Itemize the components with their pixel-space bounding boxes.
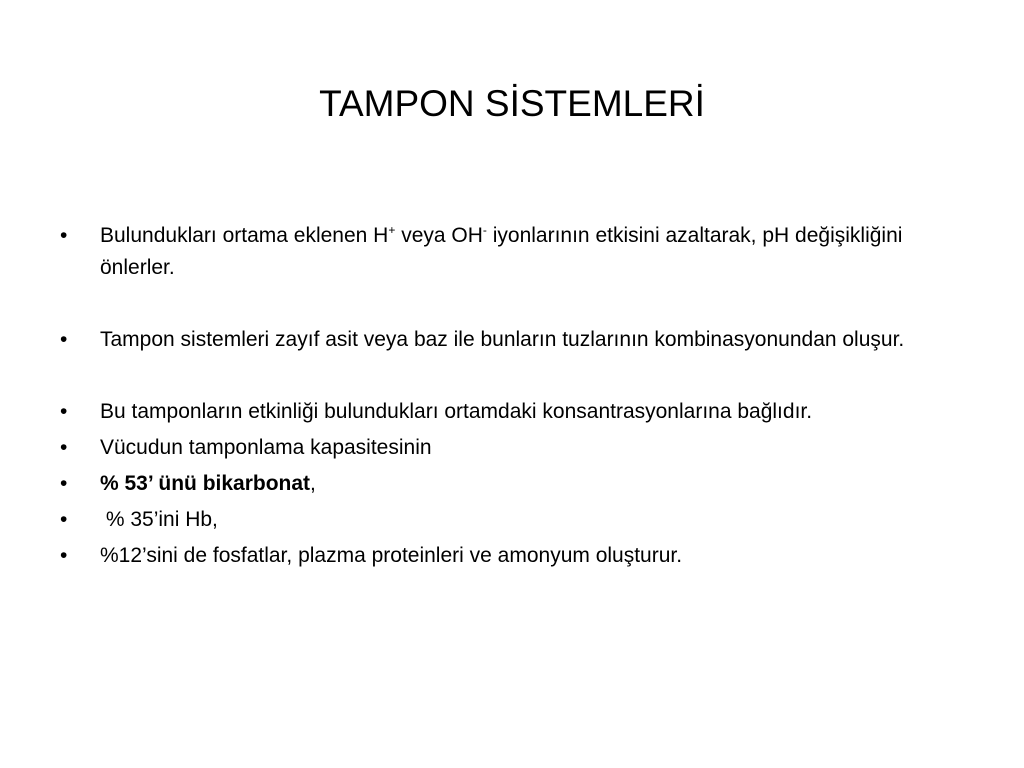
slide-title: TAMPON SİSTEMLERİ bbox=[319, 83, 705, 124]
bold-text: % 53’ ünü bikarbonat bbox=[100, 472, 311, 495]
bullet-text-part: , bbox=[310, 472, 316, 495]
bullet-text-part: iyonlarının etkisini azaltarak, pH değişikliğini önlerler. bbox=[100, 224, 903, 279]
bullet-item bbox=[60, 540, 960, 572]
bullet-list bbox=[60, 220, 960, 572]
bullet-item bbox=[60, 432, 960, 464]
superscript-minus: - bbox=[482, 223, 487, 237]
bullet-dot: • bbox=[60, 400, 68, 423]
bullet-dot: • bbox=[60, 544, 68, 567]
bullet-text: Bu tamponların etkinliği bulundukları ortamdaki konsantrasyonlarına bağlıdır. bbox=[100, 400, 813, 423]
bullet-dot: • bbox=[60, 328, 68, 351]
bullet-item bbox=[60, 220, 960, 284]
bullet-text bbox=[100, 472, 316, 495]
bullet-item bbox=[60, 504, 960, 536]
bullet-dot: • bbox=[60, 472, 68, 495]
bullet-text-part: veya OH bbox=[395, 224, 483, 247]
bullet-dot: • bbox=[60, 508, 68, 531]
bullet-text: % 35’ini Hb, bbox=[100, 508, 218, 531]
bullet-item bbox=[60, 396, 960, 428]
bullet-text: Vücudun tamponlama kapasitesinin bbox=[100, 436, 432, 459]
bullet-item bbox=[60, 468, 960, 500]
bullet-dot: • bbox=[60, 436, 68, 459]
bullet-text: Tampon sistemleri zayıf asit veya baz ile bunların tuzlarının kombinasyonundan oluşur. bbox=[100, 328, 905, 351]
bullet-text-part: Bulundukları ortama eklenen H bbox=[100, 224, 389, 247]
superscript-plus: + bbox=[388, 223, 396, 237]
bullet-text bbox=[100, 224, 902, 279]
bullet-text: %12’sini de fosfatlar, plazma proteinleri ve amonyum oluşturur. bbox=[100, 544, 683, 567]
bullet-dot: • bbox=[60, 224, 68, 247]
bullet-item bbox=[60, 324, 960, 356]
